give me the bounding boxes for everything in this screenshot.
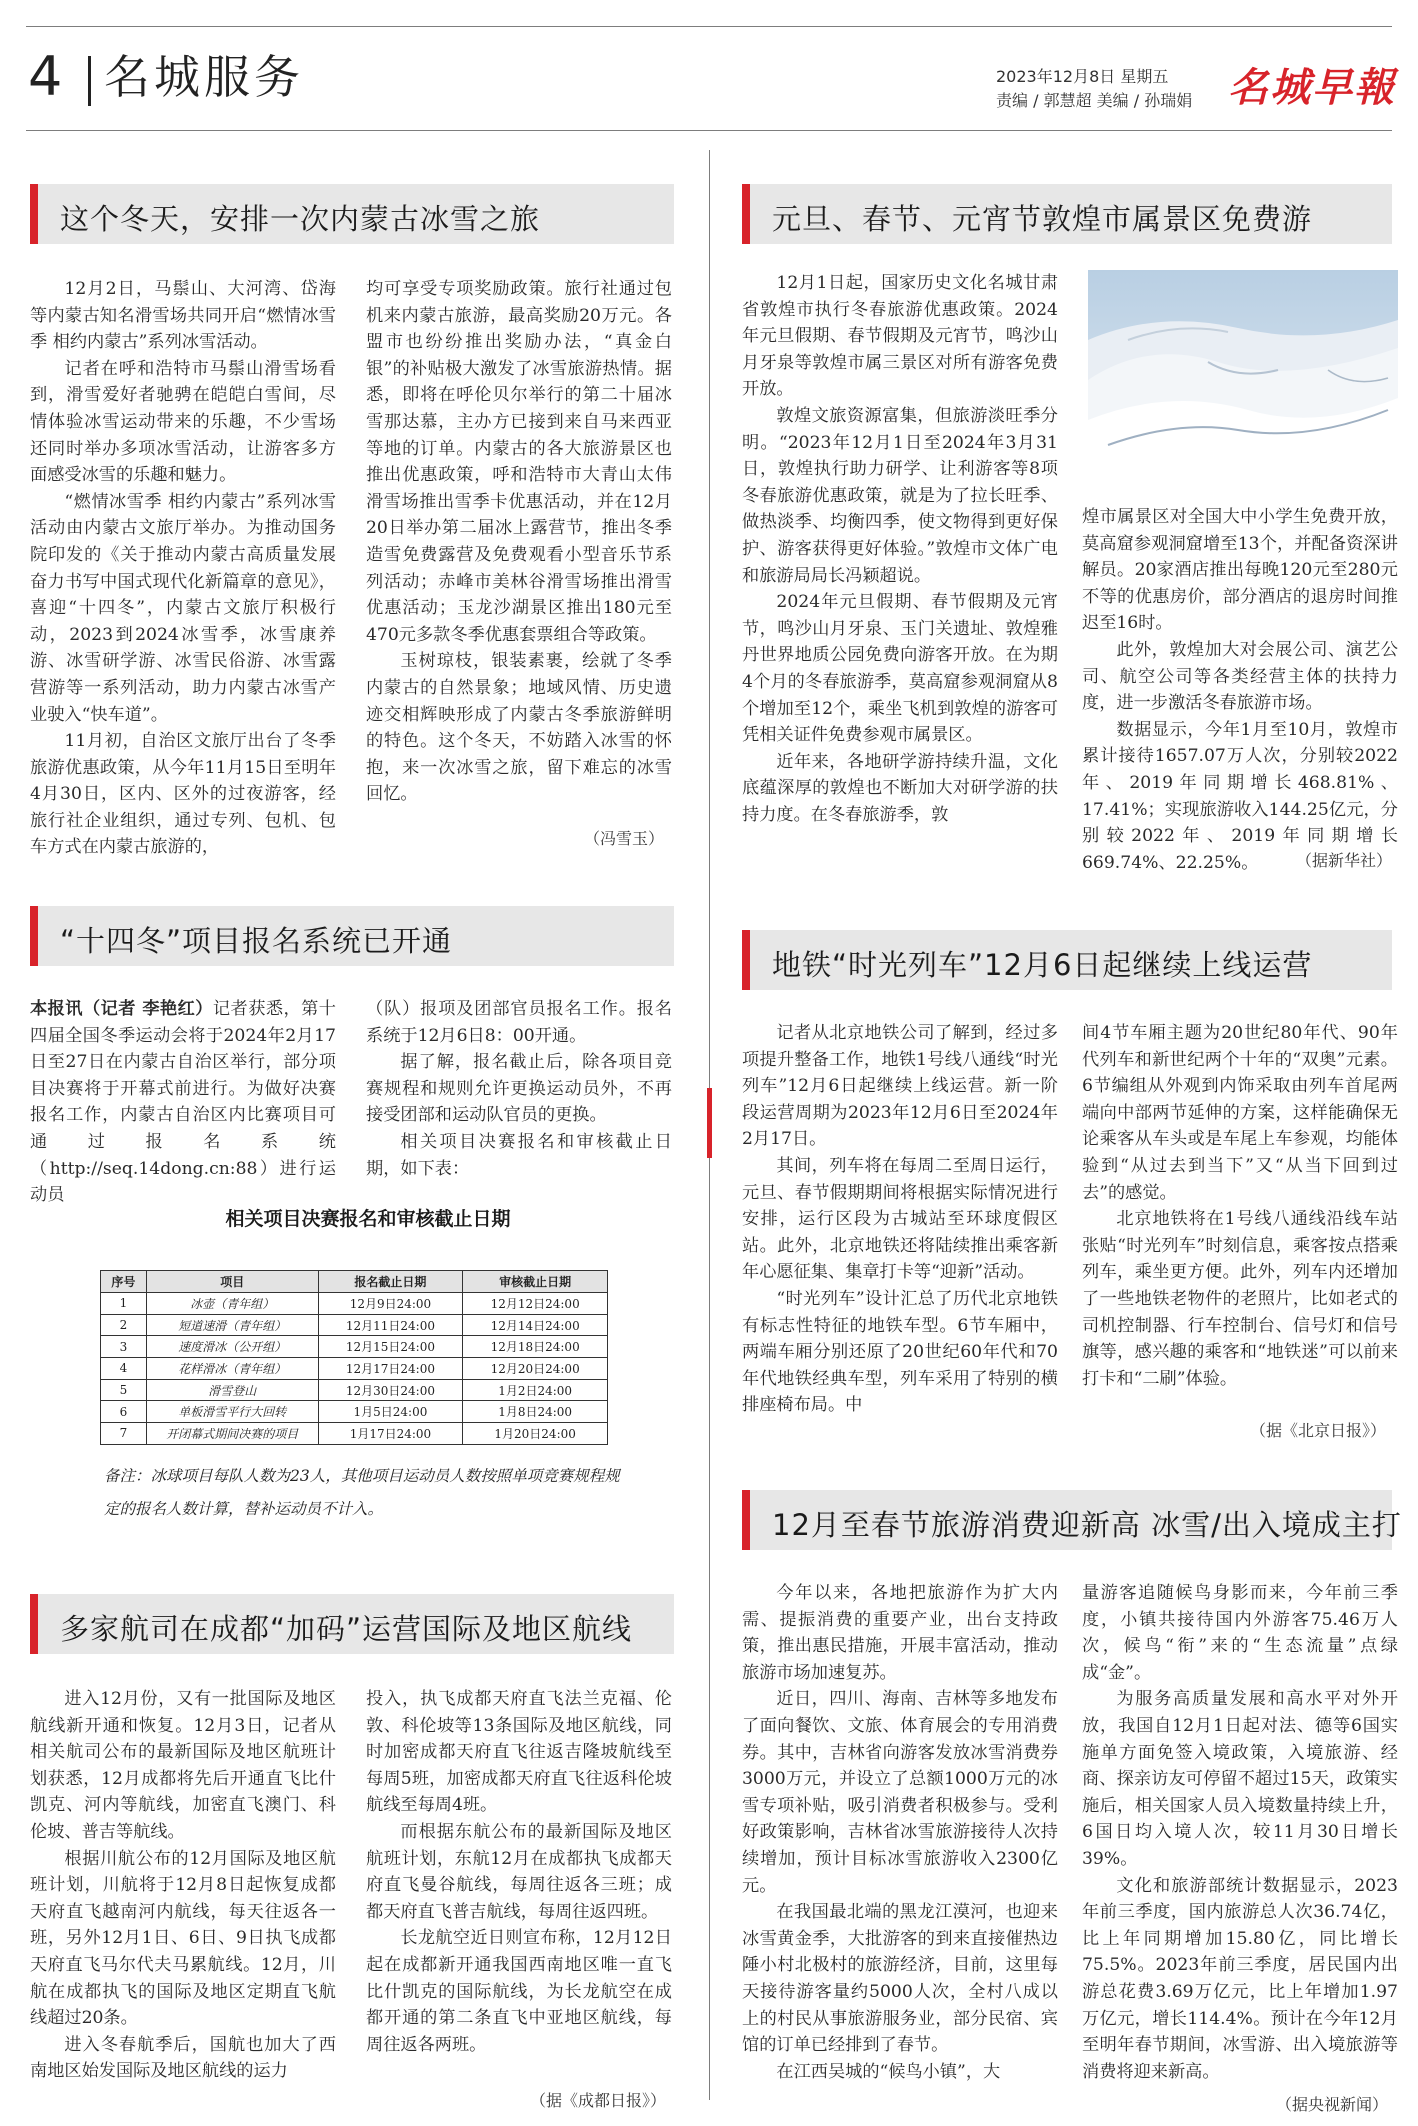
table-cell: 12月20日24:00: [463, 1358, 608, 1380]
table-cell: 冰壶（青年组）: [146, 1293, 318, 1315]
paragraph: 近年来，各地研学游持续升温，文化底蕴深厚的敦煌也不断加大对研学游的扶持力度。在冬春旅游季，敦: [742, 751, 1058, 825]
headline-dunhuang-text: 元旦、春节、元宵节敦煌市属景区免费游: [772, 202, 1313, 236]
consumption-column-1: [742, 1580, 1058, 2085]
paragraph: 12月2日，马鬃山、大河湾、岱海等内蒙古知名滑雪场共同开启“燃情冰雪季 相约内蒙古”系列冰雪活动。: [30, 279, 336, 353]
subway-column-2: [1082, 1020, 1398, 1392]
snowy-dunes-photo: [1088, 270, 1398, 488]
table-cell: 12月12日24:00: [463, 1293, 608, 1315]
paragraph: 在我国最北端的黑龙江漠河，也迎来冰雪黄金季，大批游客的到来直接催热边陲小村北极村的旅游经济，目前，这里每天接待游客量约5000人次，全村八成以上的村民从事旅游服务业，部分民宿、宾馆的订单已经排到了春节。: [742, 1902, 1058, 2056]
table-row: [101, 1358, 608, 1380]
divider-accent: [707, 1088, 712, 1158]
table-cell: 12月15日24:00: [318, 1336, 463, 1358]
paragraph: 据了解，报名截止后，除各项目竞赛规程和规则允许更换运动员外，不再接受团部和运动队官员的更换。: [366, 1052, 672, 1126]
paragraph: “燃情冰雪季 相约内蒙古”系列冰雪活动由内蒙古文旅厅举办。为推动国务院印发的《关于推动内蒙古高质量发展奋力书写中国式现代化新篇章的意见》，喜迎“十四冬”，内蒙古文旅厅积极行动，2023到2024冰雪季，冰雪康养游、冰雪研学游、冰雪民俗游、冰雪露营游等一系列活动，助力内蒙古冰雪产业驶入“快车道”。: [30, 491, 336, 725]
airlines-column-1: [30, 1686, 336, 2085]
headline-airlines-text: 多家航司在成都“加码”运营国际及地区航线: [60, 1612, 633, 1646]
paragraph: 2024年元旦假期、春节假期及元宵节，鸣沙山月牙泉、玉门关遗址、敦煌雅丹世界地质公园免费向游客开放。在为期4个月的冬春旅游季，莫高窟参观洞窟从8个增加至12个，乘坐飞机到敦煌的游客可凭相关证件免费参观市属景区。: [742, 592, 1058, 746]
table-cell: 速度滑冰（公开组）: [146, 1336, 318, 1358]
paragraph: “时光列车”设计汇总了历代北京地铁有标志性特征的地铁车型。6节车厢中，两端车厢分别还原了20世纪60年代和70年代地铁经典车型，列车采用了特别的横排座椅布局。中: [742, 1288, 1058, 1416]
issue-date: 2023年12月8日 星期五: [996, 67, 1169, 86]
column-header: 审核截止日期: [463, 1271, 608, 1293]
headline-mongolia-text: 这个冬天，安排一次内蒙古冰雪之旅: [60, 202, 541, 236]
table-cell: 1月5日24:00: [318, 1401, 463, 1423]
byline-subway: （据《北京日报》）: [1250, 1421, 1387, 1440]
headline-winter-games-text: “十四冬”项目报名系统已开通: [60, 924, 453, 958]
paragraph: 相关项目决赛报名和审核截止日期，如下表：: [366, 1131, 672, 1179]
table-cell: 3: [101, 1336, 147, 1358]
paragraph: 此外，敦煌加大对会展公司、演艺公司、航空公司等各类经营主体的扶持力度，进一步激活冬春旅游市场。: [1082, 639, 1398, 714]
table-header-row: [101, 1271, 608, 1293]
paragraph: 数据显示，今年1月至10月，敦煌市累计接待1657.07万人次，分别较2022年、2019年同期增长468.81%、17.41%；实现旅游收入144.25亿元，分别较2022年、2019年同期增长669.74%、22.25%。: [1082, 719, 1398, 873]
paragraph: 近日，四川、海南、吉林等多地发布了面向餐饮、文旅、体育展会的专用消费券。其中，吉林省向游客发放冰雪消费券3000万元，并设立了总额1000万元的冰雪专项补贴，吸引消费者积极参与。受利好政策影响，吉林省冰雪旅游接待人次持续增加，预计目标冰雪旅游收入2300亿元。: [742, 1689, 1058, 1896]
table-cell: 12月18日24:00: [463, 1336, 608, 1358]
table-cell: 4: [101, 1358, 147, 1380]
table-cell: 滑雪登山: [146, 1379, 318, 1401]
consumption-column-2: [1082, 1580, 1398, 2085]
byline-mongolia: （冯雪玉）: [584, 829, 665, 848]
paragraph: 根据川航公布的12月国际及地区航班计划，川航将于12月8日起恢复成都天府直飞越南河内航线，每天往返各一班，另外12月1日、6日、9日执飞成都天府直飞马尔代夫马累航线。12月，川航在成都执飞的国际及地区定期直飞航线超过20条。: [30, 1848, 336, 2029]
headline-consumption-text: 12月至春节旅游消费迎新高 冰雪/出入境成主打: [772, 1508, 1402, 1542]
paragraph: 煌市属景区对全国大中小学生免费开放，莫高窟参观洞窟增至13个，并配备资深讲解员。20家酒店推出每晚120元至280元不等的优惠房价，部分酒店的退房时间推迟至16时。: [1082, 507, 1398, 634]
table-cell: 12月30日24:00: [318, 1379, 463, 1401]
byline-dunhuang: （据新华社）: [1296, 851, 1393, 870]
top-rule: [26, 26, 1392, 27]
paragraph: 12月1日起，国家历史文化名城甘肃省敦煌市执行冬春旅游优惠政策。2024年元旦假期、春节假期及元宵节，鸣沙山月牙泉等敦煌市属三景区对所有游客免费开放。: [742, 273, 1058, 400]
paragraph: 11月初，自治区文旅厅出台了冬季旅游优惠政策，从今年11月15日至明年4月30日，区内、区外的过夜游客，经旅行社企业组织，通过专列、包机、包车方式在内蒙古旅游的，: [30, 731, 336, 858]
byline-airlines: （据《成都日报》）: [530, 2091, 667, 2110]
subway-column-1: [742, 1020, 1058, 1419]
table-cell: 花样滑冰（青年组）: [146, 1358, 318, 1380]
airlines-column-2: [366, 1686, 672, 2058]
table-cell: 2: [101, 1314, 147, 1336]
paragraph: 北京地铁将在1号线八通线沿线车站张贴“时光列车”时刻信息，乘客按点搭乘列车，乘坐更方便。此外，列车内还增加了一些地铁老物件的老照片，比如老式的司机控制器、行车控制台、信号灯和信号旗等，感兴趣的乘客和“地铁迷”可以前来打卡和“二刷”体验。: [1082, 1209, 1398, 1389]
paragraph: 均可享受专项奖励政策。旅行社通过包机来内蒙古旅游，最高奖励20万元。各盟市也纷纷推出奖励办法，“真金白银”的补贴极大激发了冰雪旅游热情。据悉，即将在呼伦贝尔举行的第二十届冰雪那达慕，主办方已接到来自马来西亚等地的订单。内蒙古的各大旅游景区也推出优惠政策，呼和浩特市大青山太伟滑雪场推出雪季卡优惠活动，并在12月20日举办第二届冰上露营节，推出冬季造雪免费露营及免费观看小型音乐节系列活动；赤峰市美林谷滑雪场推出滑雪优惠活动；玉龙沙湖景区推出180元至470元多款冬季优惠套票组合等政策。: [366, 279, 672, 645]
section-name: 名城服务: [104, 50, 304, 104]
headline-dunhuang: [742, 184, 1392, 244]
paragraph: 敦煌文旅资源富集，但旅游淡旺季分明。“2023年12月1日至2024年3月31日，敦煌执行助力研学、让利游客等8项冬春旅游优惠政策，就是为了拉长旺季、做热淡季、均衡四季，使文物得到更好保护、游客获得更好体验。”敦煌市文体广电和旅游局局长冯颖超说。: [742, 405, 1058, 586]
headline-subway-text: 地铁“时光列车”12月6日起继续上线运营: [772, 948, 1313, 982]
headline-subway: [742, 930, 1392, 990]
paragraph: 今年以来，各地把旅游作为扩大内需、提振消费的重要产业，出台支持政策，推出惠民措施，开展丰富活动，推动旅游市场加速复苏。: [742, 1583, 1058, 1683]
winter-games-column-2: [366, 996, 672, 1182]
column-header: 序号: [101, 1271, 147, 1293]
dateline: 本报讯（记者 李艳红）: [30, 999, 213, 1019]
dunhuang-column-2: [1082, 504, 1398, 876]
paragraph: 而根据东航公布的最新国际及地区航班计划，东航12月在成都执飞成都天府直飞曼谷航线，每周往返各三班；成都天府直飞普吉航线，每周往返四班。: [366, 1821, 672, 1922]
headline-consumption: [742, 1490, 1402, 1550]
registration-deadline-table: [100, 1270, 608, 1445]
table-cell: 短道速滑（青年组）: [146, 1314, 318, 1336]
table-cell: 5: [101, 1379, 147, 1401]
table-cell: 6: [101, 1401, 147, 1423]
headline-mongolia: [30, 184, 674, 244]
paragraph: 玉树琼枝，银装素裹，绘就了冬季内蒙古的自然景象；地域风情、历史遗迹交相辉映形成了内蒙古冬季旅游鲜明的特色。这个冬天，不妨踏入冰雪的怀抱，来一次冰雪之旅，留下难忘的冰雪回忆。: [366, 651, 672, 805]
paragraph: 在江西吴城的“候鸟小镇”，大: [776, 2061, 1001, 2082]
editors-credit: 责编 / 郭慧超 美编 / 孙瑞娟: [996, 91, 1193, 110]
table-cell: 开闭幕式期间决赛的项目: [146, 1423, 318, 1445]
table-cell: 1: [101, 1293, 147, 1315]
paragraph: 长龙航空近日则宣布称，12月12日起在成都新开通我国西南地区唯一直飞比什凯克的国际航线，为长龙航空在成都开通的第二条直飞中亚地区航线，每周往返各两班。: [366, 1928, 672, 2055]
paragraph: 记者从北京地铁公司了解到，经过多项提升整备工作，地铁1号线八通线“时光列车”12月6日起继续上线运营。新一阶段运营周期为2023年12月6日至2024年2月17日。: [742, 1023, 1058, 1150]
headline-airlines: [30, 1594, 674, 1654]
table-row: [101, 1379, 608, 1401]
mongolia-column-2: [366, 276, 672, 808]
table-cell: 12月11日24:00: [318, 1314, 463, 1336]
table-title: 相关项目决赛报名和审核截止日期: [225, 1208, 511, 1230]
table-row: [101, 1314, 608, 1336]
table-row: [101, 1401, 608, 1423]
paragraph: 文化和旅游部统计数据显示，2023年前三季度，国内旅游总人次36.74亿，比上年同期增加15.80亿，同比增长75.5%。2023年前三季度，居民国内出游总花费3.69万亿元，比上年增加1.97万亿元，增长114.4%。预计在今年12月至明年春节期间，冰雪游、出入境旅游等消费将迎来新高。: [1082, 1875, 1398, 2082]
table-cell: 单板滑雪平行大回转: [146, 1401, 318, 1423]
paragraph: 进入冬春航季后，国航也加大了西南地区始发国际及地区航线的运力: [30, 2034, 336, 2082]
paragraph: 间4节车厢主题为20世纪80年代、90年代列车和新世纪两个十年的“双奥”元素。6节编组从外观到内饰采取由列车首尾两端向中部两节延伸的方案，这样能确保无论乘客从车头或是车尾上车参观，均能体验到“从过去到当下”又“从当下回到过去”的感觉。: [1082, 1023, 1398, 1203]
column-header: 报名截止日期: [318, 1271, 463, 1293]
winter-games-column-1: [30, 996, 336, 1209]
paragraph: 为服务高质量发展和高水平对外开放，我国自12月1日起对法、德等6国实施单方面免签入境政策，入境旅游、经商、探亲访友可停留不超过15天，政策实施后，相关国家人员入境数量持续上升，6国日均入境人次，较11月30日增长39%。: [1082, 1689, 1398, 1869]
paragraph: 记者在呼和浩特市马鬃山滑雪场看到，滑雪爱好者驰骋在皑皑白雪间，尽情体验冰雪运动带来的乐趣，不少雪场还同时举办多项冰雪活动，让游客多方面感受冰雪的乐趣和魅力。: [30, 358, 336, 486]
table-note: 备注：冰球项目每队人数为23人，其他项目运动员人数按照单项竞赛规程规定的报名人数计算，替补运动员不计入。: [104, 1467, 620, 1518]
byline-consumption: （据央视新闻）: [1276, 2095, 1389, 2114]
dunhuang-column-1: [742, 270, 1058, 828]
paragraph-text: 记者获悉，第十四届全国冬季运动会将于2024年2月17日至27日在内蒙古自治区举行，部分项目决赛将于开幕式前进行。为做好决赛报名工作，内蒙古自治区内比赛项目可通过报名系统（http://seq.14dong.cn:88）进行运动员: [30, 999, 336, 1206]
table-cell: 12月9日24:00: [318, 1293, 463, 1315]
paragraph: （队）报项及团部官员报名工作。报名系统于12月6日8：00开通。: [366, 999, 672, 1046]
table-cell: 1月20日24:00: [463, 1423, 608, 1445]
paragraph: [30, 996, 336, 1209]
table-cell: 1月8日24:00: [463, 1401, 608, 1423]
page-number: 4: [28, 45, 63, 108]
table-row: [101, 1293, 608, 1315]
table-cell: 7: [101, 1423, 147, 1445]
table-cell: 12月14日24:00: [463, 1314, 608, 1336]
header-bottom-rule: [26, 130, 1392, 131]
table-cell: 12月17日24:00: [318, 1358, 463, 1380]
table-row: [101, 1423, 608, 1445]
paragraph: 量游客追随候鸟身影而来，今年前三季度，小镇共接待国内外游客75.46万人次，候鸟“衔”来的“生态流量”点绿成“金”。: [1082, 1583, 1398, 1683]
mongolia-column-1: [30, 276, 336, 861]
paragraph: 投入，执飞成都天府直飞法兰克福、伦敦、科伦坡等13条国际及地区航线，同时加密成都天府直飞往返吉隆坡航线至每周5班，加密成都天府直飞往返科伦坡航线至每周4班。: [366, 1689, 672, 1816]
paragraph: 其间，列车将在每周二至周日运行，元旦、春节假期期间将根据实际情况进行安排，运行区段为古城站至环球度假区站。此外，北京地铁还将陆续推出乘客新年心愿征集、集章打卡等“迎新”活动。: [742, 1155, 1058, 1283]
table-cell: 1月17日24:00: [318, 1423, 463, 1445]
table-row: [101, 1336, 608, 1358]
snowy-dunes-illustration: [1088, 270, 1398, 488]
newspaper-masthead-logo: 名城早報: [1228, 64, 1396, 111]
header-divider: [88, 56, 91, 106]
paragraph: 进入12月份，又有一批国际及地区航线新开通和恢复。12月3日，记者从相关航司公布的最新国际及地区航班计划获悉，12月成都将先后开通直飞比什凯克、河内等航线，加密直飞澳门、科伦坡、普吉等航线。: [30, 1689, 336, 1842]
headline-winter-games: [30, 906, 674, 966]
table-cell: 1月2日24:00: [463, 1379, 608, 1401]
column-header: 项目: [146, 1271, 318, 1293]
